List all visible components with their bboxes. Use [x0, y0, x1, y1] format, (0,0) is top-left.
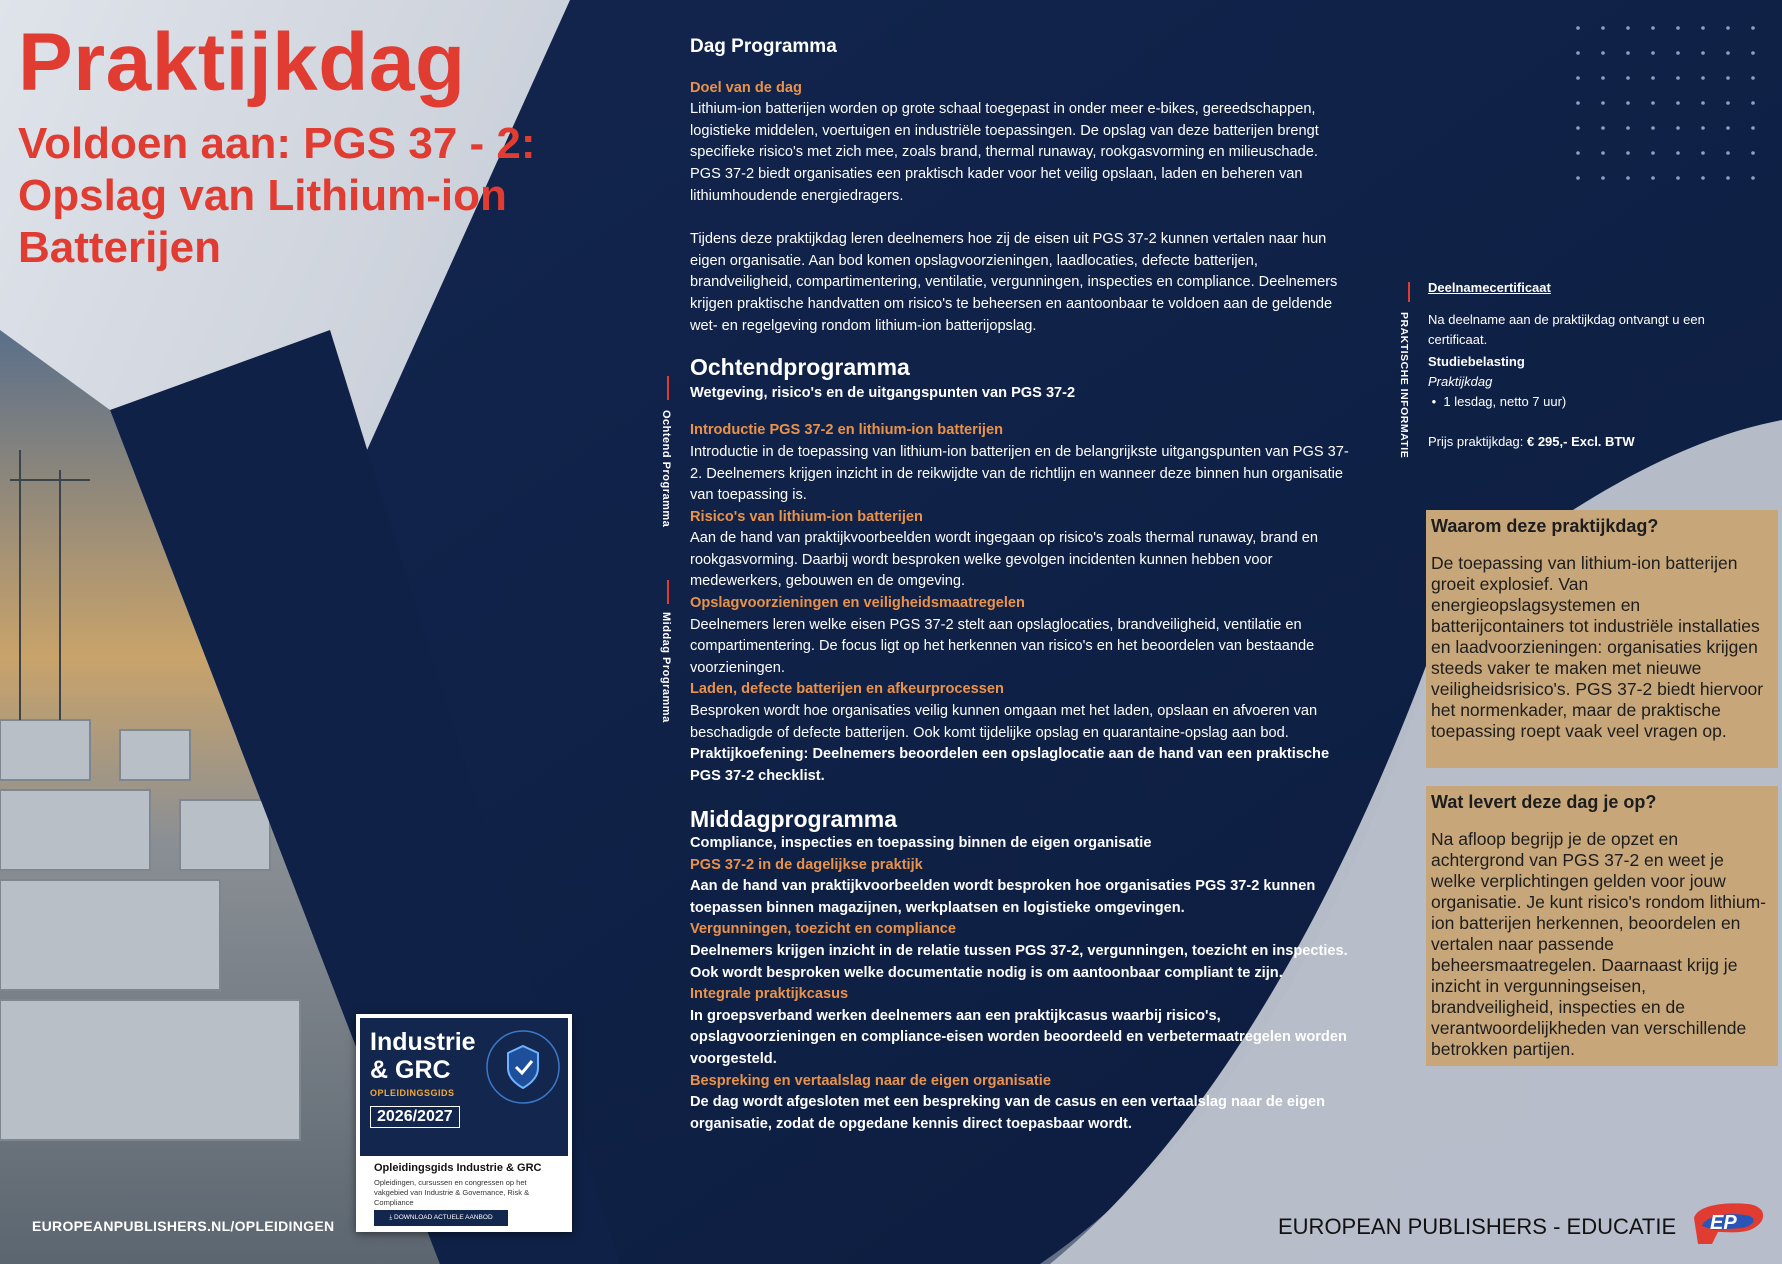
middag-subheading: Compliance, inspecties en toepassing binnen de eigen organisatie — [690, 835, 1152, 851]
ochtend-item-3-text: Deelnemers leren welke eisen PGS 37-2 stelt aan opslaglocaties, brandveiligheid, ventilatie en compartimentering. De focus ligt op het herkennen van risico's en het beoordelen van bestaande voorzieningen. — [690, 616, 1315, 676]
ochtend-item-2-title: Risico's van lithium-ion batterijen — [690, 508, 923, 525]
middag-item-4-text: De dag wordt afgesloten met een bespreking van de casus en een vertaalslag naar de eigen organisatie, zodat de opgedane kennis direct toepasbaar wordt. — [690, 1094, 1326, 1132]
program-heading: Dag Programma — [690, 36, 837, 57]
why-heading: Waarom deze praktijkdag? — [1431, 516, 1659, 536]
middag-side-label: Middag Programma — [660, 612, 672, 723]
middag-item-1-title: PGS 37-2 in de dagelijkse praktijk — [690, 856, 923, 873]
why-box — [1426, 510, 1778, 768]
study-item: • 1 lesdag, netto 7 uur) — [1428, 394, 1567, 409]
page-subtitle: Voldoen aan: PGS 37 - 2: Opslag van Lithium-ion Batterijen — [18, 119, 536, 272]
middag-item-2-text: Deelnemers krijgen inzicht in de relatie tussen PGS 37-2, vergunningen, toezicht en inspecties. Ook wordt besproken welke documentatie nodig is om aantoonbaar compliant te zijn. — [690, 942, 1348, 981]
result-box — [1426, 786, 1778, 1066]
middag-item-3-text: In groepsverband werken deelnemers aan een praktijkcasus waarbij risico's, opslagvoorzieningen en compliance-eisen worden beoordeeld en verbetermaatregelen worden voorgesteld. — [690, 1007, 1347, 1067]
ochtend-item-4-text: Besproken wordt hoe organisaties veilig kunnen omgaan met het laden, opslaan en afvoeren van beschadigde of defecte batterijen. Ook komt tijdelijke opslag en quarantaine-opslag aan bod. — [690, 703, 1318, 741]
study-type: Praktijkdag — [1428, 374, 1493, 389]
study-item-text: 1 lesdag, netto 7 uur) — [1443, 394, 1567, 409]
ochtend-side-label: Ochtend Programma — [660, 410, 672, 528]
practical-side-label: PRAKTISCHE INFORMATIE — [1398, 312, 1410, 459]
guide-title-1: Industrie — [370, 1028, 476, 1056]
guide-card-text: Opleidingen, cursussen en congressen op het vakgebied van Industrie & Governance, Risk & Compliance — [374, 1178, 530, 1207]
download-button[interactable]: ⤓ DOWNLOAD ACTUELE AANBOD — [374, 1210, 508, 1226]
program-column — [690, 36, 1350, 1135]
guide-label: OPLEIDINGSGIDS — [370, 1088, 455, 1098]
ochtend-item-2-text: Aan de hand van praktijkvoorbeelden wordt ingegaan op risico's zoals thermal runaway, brand en rookgasvorming. Daarbij wordt besproken welke gevolgen incidenten kunnen hebben voor medewerkers, gebouwen en de omgeving. — [690, 530, 1318, 590]
why-text: De toepassing van lithium-ion batterijen groeit explosief. Van energieopslagsystemen en batterijcontainers tot industriële installaties en laadvoorzieningen: organisaties krijgen steeds vaker te maken met nieuwe veiligheidsrisico's. PGS 37-2 biedt hiervoor het normenkader, maar de praktische toepassing roept vaak veel vragen op. — [1431, 553, 1764, 741]
ochtend-marker — [667, 376, 669, 400]
result-text: Na afloop begrijp je de opzet en achtergrond van PGS 37-2 en weet je welke verplichtingen gelden voor jouw organisatie. Je kunt risico's rondom lithium-ion batterijen herkennen, beoordelen en vertalen naar passende beheersmaatregelen. Daarnaast krijg je inzicht in vergunningseisen, brandveiligheid, inspecties en de verantwoordelijkheden van verschillende betrokken partijen. — [1431, 829, 1767, 1059]
ochtend-item-1-text: Introductie in de toepassing van lithium-ion batterijen en de belangrijkste uitgangspunten van PGS 37-2. Deelnemers krijgen inzicht in de reikwijdte van de richtlijn en wanneer deze binnen hun organisatie van toepassing is. — [690, 443, 1349, 504]
ochtend-item-4-title: Laden, defecte batterijen en afkeurprocessen — [690, 681, 1004, 698]
guide-title-2: & GRC — [370, 1056, 451, 1084]
ochtend-exercise: Praktijkoefening: Deelnemers beoordelen een opslaglocatie aan de hand van een praktische PGS 37-2 checklist. — [690, 746, 1330, 784]
shield-icon — [482, 1026, 564, 1108]
middag-item-4-title: Bespreking en vertaalslag naar de eigen organisatie — [690, 1072, 1051, 1089]
cert-text: Na deelname aan de praktijkdag ontvangt u een certificaat. — [1428, 312, 1705, 347]
ochtend-item-3-title: Opslagvoorzieningen en veiligheidsmaatregelen — [690, 595, 1025, 612]
page-title: Praktijkdag — [18, 17, 466, 108]
cert-heading: Deelnamecertificaat — [1428, 280, 1551, 295]
footer-url[interactable]: EUROPEANPUBLISHERS.NL/OPLEIDINGEN — [32, 1218, 335, 1234]
price-label: Prijs praktijkdag: — [1428, 434, 1527, 449]
guide-year: 2026/2027 — [370, 1106, 460, 1128]
price-value: € 295,- Excl. BTW — [1526, 434, 1635, 449]
doel-text: Lithium-ion batterijen worden op grote schaal toegepast in onder meer e-bikes, gereedschappen, logistieke middelen, voertuigen en industriële toepassingen. De opslag van deze batterijen brengt specifieke risico's met zich mee, zoals brand, thermal runaway, rookgasvorming en milieuschade. PGS 37-2 biedt organisaties een praktisch kader voor het veilig opslaan, laden en beheren van lithiumhoudende energiedragers. — [690, 101, 1319, 204]
middag-heading: Middagprogramma — [690, 806, 898, 833]
doel-heading: Doel van de dag — [690, 79, 802, 96]
price — [1428, 432, 1728, 452]
practical-info — [1428, 278, 1728, 452]
middag-item-2-title: Vergunningen, toezicht en compliance — [690, 921, 956, 938]
middag-item-3-title: Integrale praktijkcasus — [690, 986, 849, 1003]
doel-text-2: Tijdens deze praktijkdag leren deelnemers hoe zij de eisen uit PGS 37-2 kunnen vertalen naar hun eigen organisatie. Aan bod komen opslagvoorzieningen, laadlocaties, defecte batterijen, brandveiligheid, compartimentering, ventilatie, vergunningen, inspecties en compliance. Deelnemers krijgen praktische handvatten om risico's te beheersen en aantoonbaar te voldoen aan de geldende wet- en regelgeving rondom lithium-ion batterijopslag. — [690, 231, 1338, 334]
ep-logo-text: EP — [1710, 1212, 1737, 1234]
ep-logo-icon — [1688, 1198, 1772, 1250]
study-heading: Studiebelasting — [1428, 354, 1525, 369]
ochtend-item-1-title: Introductie PGS 37-2 en lithium-ion batterijen — [690, 422, 1003, 439]
result-heading: Wat levert deze dag je op? — [1431, 792, 1657, 812]
middag-marker — [667, 580, 669, 604]
footer-brand: EUROPEAN PUBLISHERS - EDUCATIE — [1278, 1214, 1677, 1239]
ochtend-subheading: Wetgeving, risico's en de uitgangspunten van PGS 37-2 — [690, 384, 1076, 401]
guide-card-title: Opleidingsgids Industrie & GRC — [374, 1162, 542, 1174]
ochtend-heading: Ochtendprogramma — [690, 354, 910, 381]
middag-item-1-text: Aan de hand van praktijkvoorbeelden wordt besproken hoe organisaties PGS 37-2 kunnen toepassen binnen magazijnen, werkplaatsen en logistieke omgevingen. — [690, 878, 1316, 916]
practical-marker — [1408, 282, 1410, 302]
guide-cover — [360, 1018, 568, 1156]
guide-card[interactable] — [356, 1014, 572, 1232]
download-label: DOWNLOAD ACTUELE AANBOD — [394, 1214, 493, 1221]
